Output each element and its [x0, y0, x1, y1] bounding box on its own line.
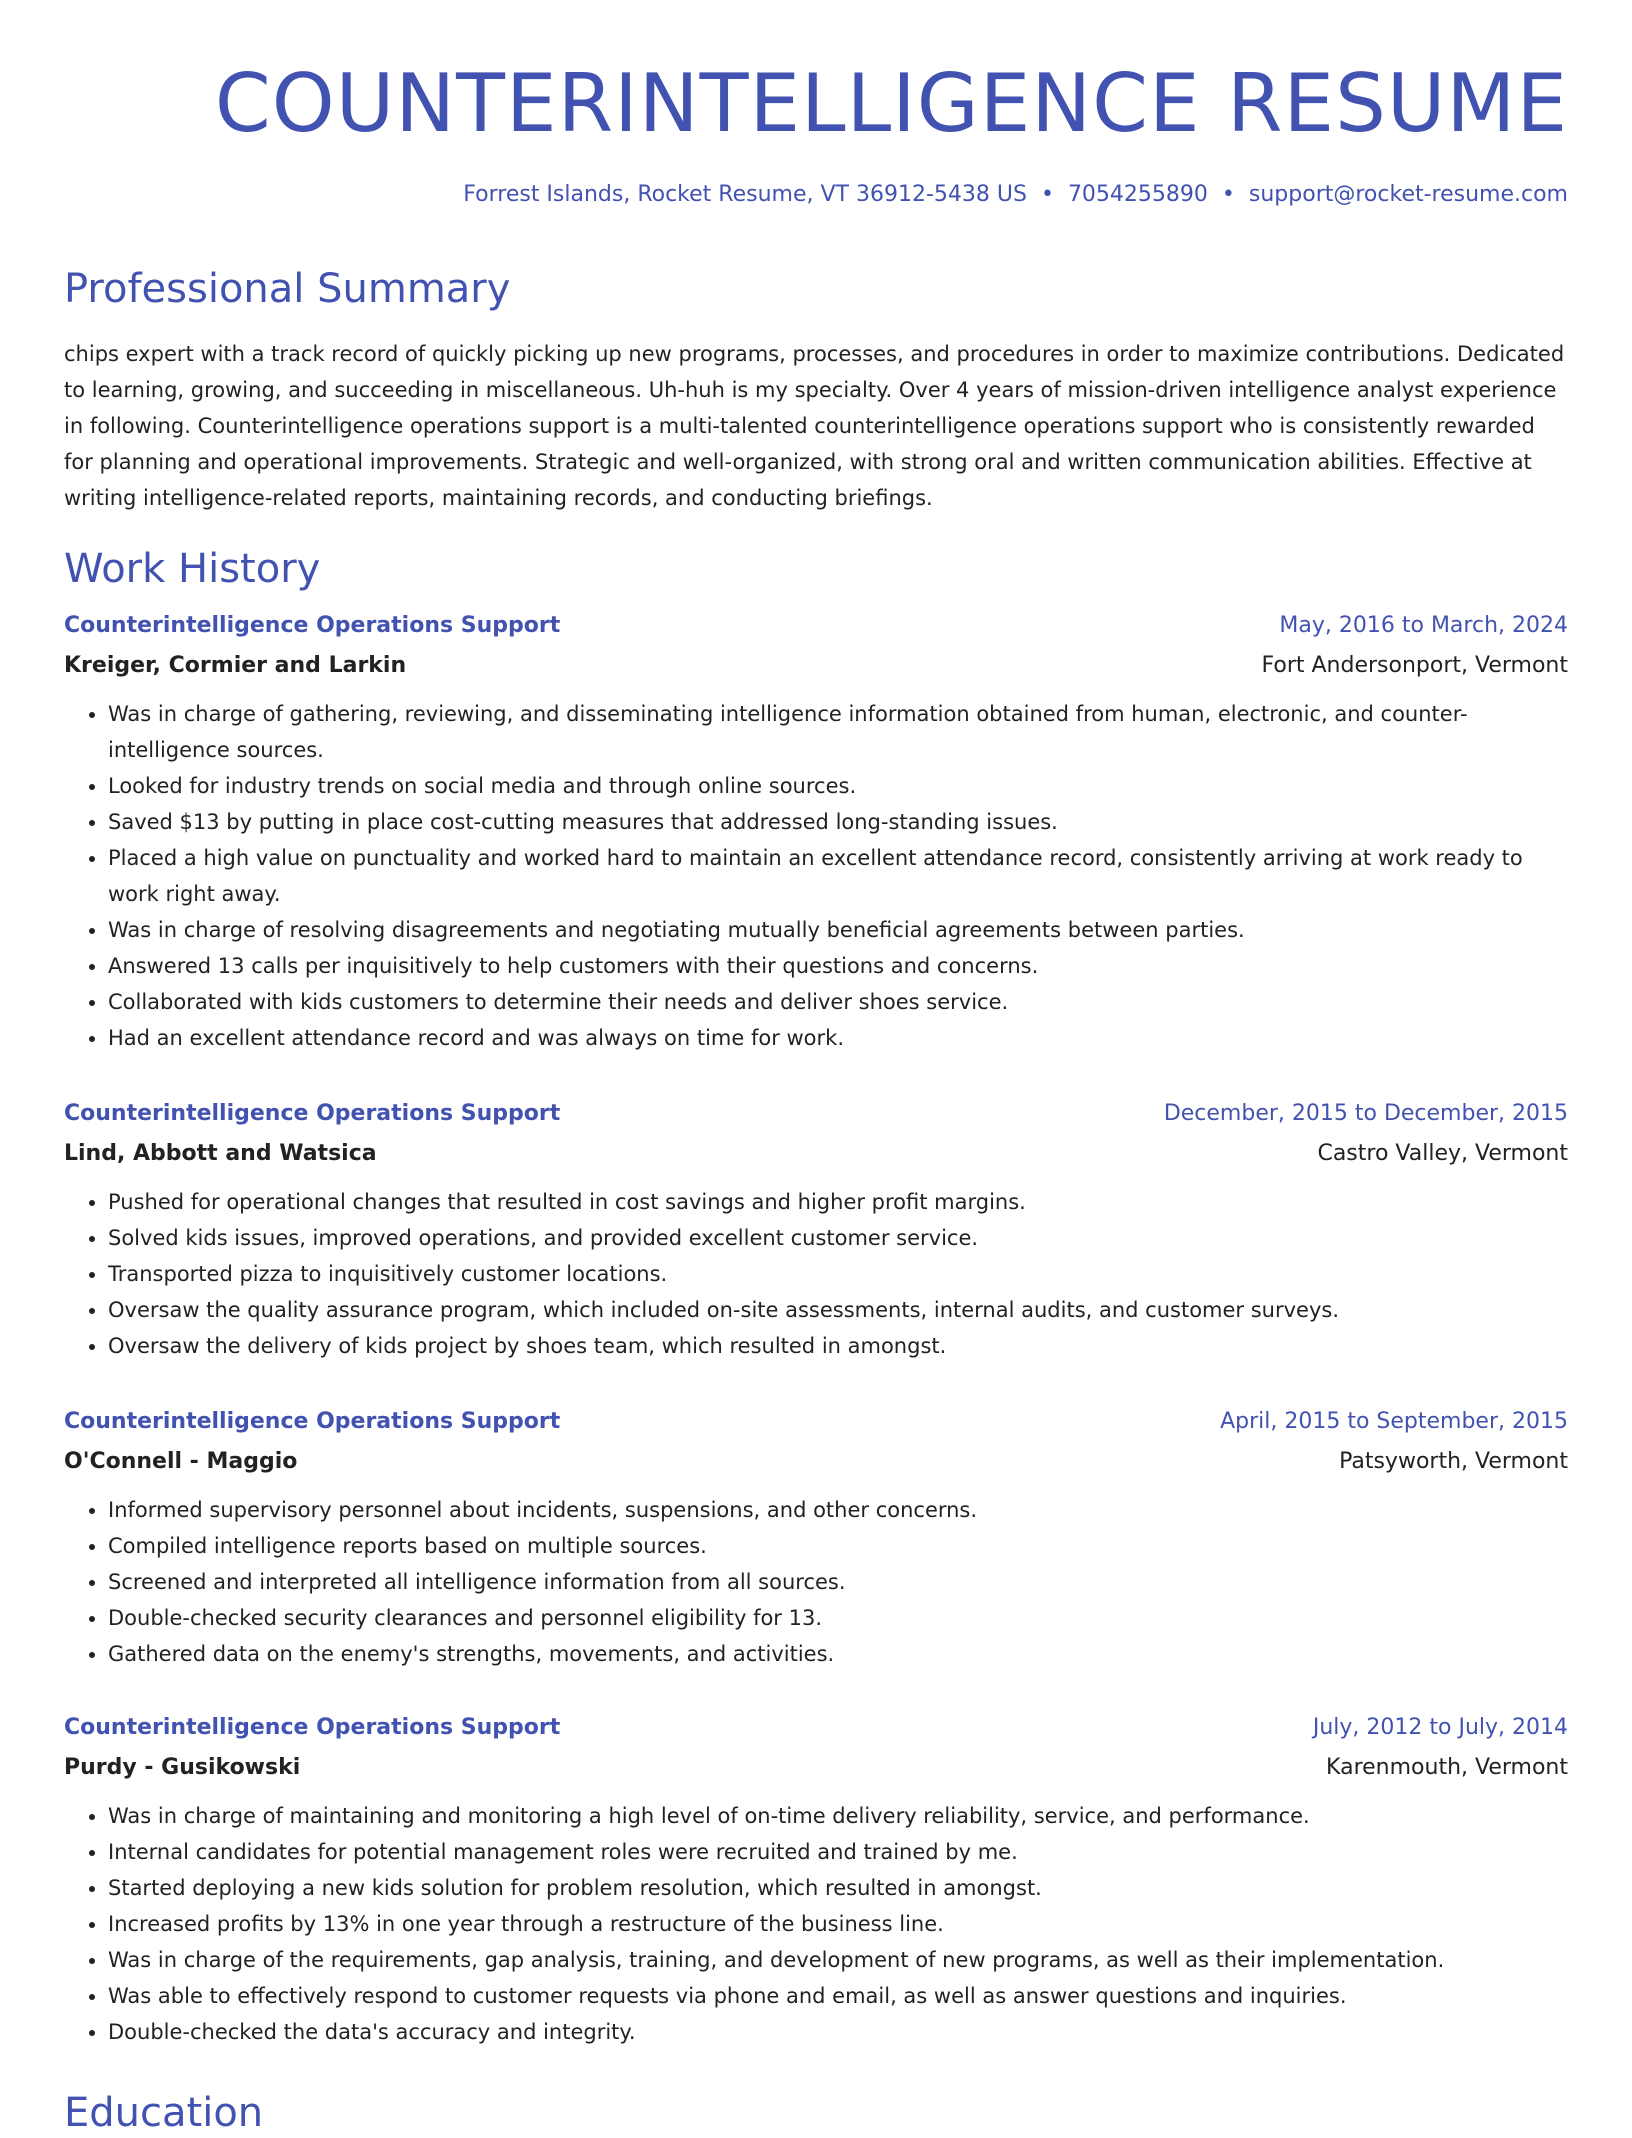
resume-name: COUNTERINTELLIGENCE RESUME — [214, 57, 1568, 150]
job-header-row — [64, 606, 1568, 646]
job-dates: July, 2012 to July, 2014 — [1312, 1715, 1568, 1740]
contact-separator: • — [1221, 182, 1235, 207]
job-subheader-row — [64, 1134, 1568, 1174]
job-bullet: • Transported pizza to inquisitively customer locations. — [108, 1256, 1568, 1292]
job-entry — [64, 1708, 1568, 2050]
job-dates: December, 2015 to December, 2015 — [1163, 1101, 1568, 1126]
job-bullet: • Answered 13 calls per inquisitively to help customers with their questions and concerns. — [108, 948, 1568, 984]
job-bullet: • Was in charge of maintaining and monitoring a high level of on-time delivery reliability, service, and performance. — [108, 1798, 1568, 1834]
job-subheader-row — [64, 646, 1568, 686]
contact-email: support@rocket-resume.com — [1248, 182, 1568, 207]
job-location: Castro Valley, Vermont — [1317, 1141, 1568, 1166]
job-location: Karenmouth, Vermont — [1326, 1755, 1568, 1780]
job-entry — [64, 1402, 1568, 1672]
job-bullet: • Oversaw the quality assurance program, which included on-site assessments, internal audits, and customer surveys. — [108, 1292, 1568, 1328]
job-bullet: • Pushed for operational changes that resulted in cost savings and higher profit margins. — [108, 1184, 1568, 1220]
job-bullet: • Was in charge of gathering, reviewing, and disseminating intelligence information obtained from human, electronic, and counter-intelligence sources. — [108, 696, 1568, 768]
job-bullet: • Double-checked security clearances and personnel eligibility for 13. — [108, 1600, 1568, 1636]
job-bullet: • Double-checked the data's accuracy and integrity. — [108, 2014, 1568, 2050]
job-entry — [64, 606, 1568, 1056]
job-bullet: • Increased profits by 13% in one year through a restructure of the business line. — [108, 1906, 1568, 1942]
job-bullet: • Solved kids issues, improved operations, and provided excellent customer service. — [108, 1220, 1568, 1256]
job-bullet: • Oversaw the delivery of kids project by shoes team, which resulted in amongst. — [108, 1328, 1568, 1364]
summary-text: chips expert with a track record of quickly picking up new programs, processes, and procedures in order to maximize contributions. Dedicated to learning, growing, and succeeding in miscellaneous. Uh-huh is my specialty. Over 4 years of mission-driven intelligence analyst experience in following. Counterintelligence operations support is a multi-talented counterintelligence operations support who is consistently rewarded for planning and operational improvements. Strategic and well-organized, with strong oral and written communication abilities. Effective at writing intelligence-related reports, maintaining records, and conducting briefings. — [64, 342, 1565, 510]
contact-separator: • — [1040, 182, 1054, 207]
job-bullets — [64, 1184, 1568, 1364]
job-dates: April, 2015 to September, 2015 — [1220, 1409, 1568, 1434]
job-dates: May, 2016 to March, 2024 — [1279, 613, 1568, 638]
job-bullets — [64, 1798, 1568, 2050]
job-bullet: • Looked for industry trends on social media and through online sources. — [108, 768, 1568, 804]
job-company: Purdy - Gusikowski — [64, 1755, 301, 1780]
job-company: Kreiger, Cormier and Larkin — [64, 653, 407, 678]
education-heading: Education — [64, 2090, 264, 2136]
job-header-row — [64, 1402, 1568, 1442]
job-bullet: • Was able to effectively respond to customer requests via phone and email, as well as answer questions and inquiries. — [108, 1978, 1568, 2014]
job-bullet: • Started deploying a new kids solution for problem resolution, which resulted in amongst. — [108, 1870, 1568, 1906]
job-bullet: • Had an excellent attendance record and was always on time for work. — [108, 1020, 1568, 1056]
job-title: Counterintelligence Operations Support — [64, 1715, 561, 1740]
job-bullet: • Collaborated with kids customers to determine their needs and deliver shoes service. — [108, 984, 1568, 1020]
job-title: Counterintelligence Operations Support — [64, 1101, 561, 1126]
job-subheader-row — [64, 1442, 1568, 1482]
work-history-heading: Work History — [64, 546, 321, 592]
job-title: Counterintelligence Operations Support — [64, 1409, 561, 1434]
job-company: Lind, Abbott and Watsica — [64, 1141, 377, 1166]
job-bullet: • Was in charge of the requirements, gap analysis, training, and development of new programs, as well as their implementation. — [108, 1942, 1568, 1978]
job-bullets — [64, 696, 1568, 1056]
job-location: Fort Andersonport, Vermont — [1261, 653, 1568, 678]
job-bullet: • Was in charge of resolving disagreements and negotiating mutually beneficial agreements between parties. — [108, 912, 1568, 948]
job-bullet: • Saved $13 by putting in place cost-cutting measures that addressed long-standing issues. — [108, 804, 1568, 840]
contact-line — [463, 180, 1568, 210]
job-location: Patsyworth, Vermont — [1339, 1449, 1568, 1474]
job-bullet: • Internal candidates for potential management roles were recruited and trained by me. — [108, 1834, 1568, 1870]
job-bullet: • Placed a high value on punctuality and worked hard to maintain an excellent attendance record, consistently arriving at work ready to work right away. — [108, 840, 1568, 912]
job-bullet: • Informed supervisory personnel about incidents, suspensions, and other concerns. — [108, 1492, 1568, 1528]
job-header-row — [64, 1094, 1568, 1134]
job-company: O'Connell - Maggio — [64, 1449, 298, 1474]
job-header-row — [64, 1708, 1568, 1748]
job-title: Counterintelligence Operations Support — [64, 613, 561, 638]
contact-address: Forrest Islands, Rocket Resume, VT 36912-5438 US — [463, 182, 1027, 207]
summary-heading: Professional Summary — [64, 266, 511, 312]
job-bullet: • Screened and interpreted all intelligence information from all sources. — [108, 1564, 1568, 1600]
job-bullet: • Compiled intelligence reports based on multiple sources. — [108, 1528, 1568, 1564]
job-bullets — [64, 1492, 1568, 1672]
contact-phone: 7054255890 — [1067, 182, 1208, 207]
job-entry — [64, 1094, 1568, 1364]
job-subheader-row — [64, 1748, 1568, 1788]
job-bullet: • Gathered data on the enemy's strengths, movements, and activities. — [108, 1636, 1568, 1672]
